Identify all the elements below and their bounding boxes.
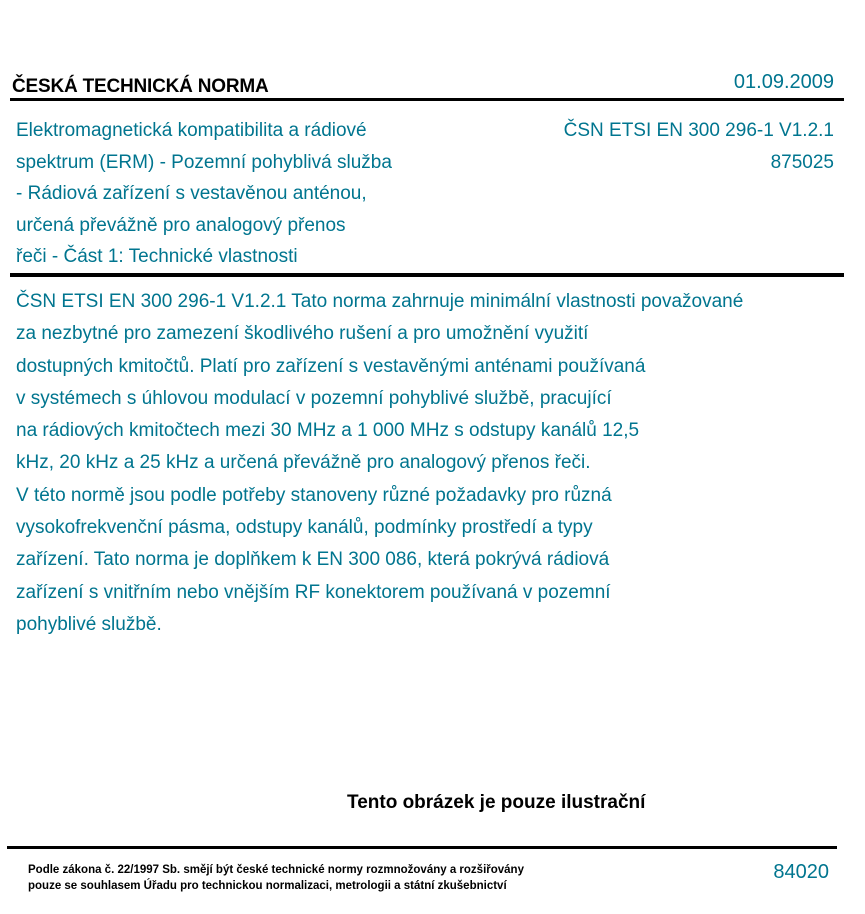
publication-date: 01.09.2009 bbox=[733, 71, 834, 93]
document-code: 84020 bbox=[773, 861, 829, 883]
abstract-line: pohyblivé službě. bbox=[16, 613, 162, 635]
subject-line: řeči - Část 1: Technické vlastnosti bbox=[16, 246, 298, 267]
abstract-line: zařízení s vnitřním nebo vnějším RF konektorem používaná v pozemní bbox=[16, 581, 611, 603]
copyright-line: pouze se souhlasem Úřadu pro technickou normalizaci, metrologii a státní zkušebnictví bbox=[28, 880, 507, 892]
abstract-line: V této normě jsou podle potřeby stanoveny různé požadavky pro různá bbox=[16, 484, 612, 506]
abstract-line: za nezbytné pro zamezení škodlivého rušení a pro umožnění využití bbox=[16, 323, 589, 345]
footer-divider bbox=[7, 846, 837, 849]
subject-line: - Rádiová zařízení s vestavěnou anténou, bbox=[16, 183, 367, 204]
copyright-notice bbox=[28, 862, 628, 894]
standard-designation: ČSN ETSI EN 300 296-1 V1.2.1 bbox=[563, 120, 834, 141]
subject-line: spektrum (ERM) - Pozemní pohyblivá služba bbox=[16, 151, 392, 173]
standard-identification bbox=[564, 115, 834, 178]
standard-subject bbox=[16, 115, 456, 273]
subject-divider bbox=[10, 273, 844, 277]
abstract-line: dostupných kmitočtů. Platí pro zařízení s vestavěnými anténami používaná bbox=[16, 355, 646, 377]
abstract-line: v systémech s úhlovou modulací v pozemní pohyblivé službě, pracující bbox=[16, 387, 612, 409]
header-divider bbox=[10, 98, 844, 101]
illustration-note: Tento obrázek je pouze ilustrační bbox=[347, 792, 646, 813]
subject-line: určená převážně pro analogový přenos bbox=[16, 214, 346, 236]
subject-line: Elektromagnetická kompatibilita a rádiové bbox=[16, 120, 367, 141]
abstract-line: na rádiových kmitočtech mezi 30 MHz a 1 000 MHz s odstupy kanálů 12,5 bbox=[16, 420, 640, 442]
standard-class-number: 875025 bbox=[770, 151, 834, 173]
abstract-line: zařízení. Tato norma je doplňkem k EN 300 086, která pokrývá rádiová bbox=[16, 549, 610, 571]
document-type-title: ČESKÁ TECHNICKÁ NORMA bbox=[12, 76, 269, 97]
abstract-line: kHz, 20 kHz a 25 kHz a určená převážně pro analogový přenos řeči. bbox=[16, 452, 591, 474]
abstract-line: vysokofrekvenční pásma, odstupy kanálů, podmínky prostředí a typy bbox=[16, 517, 593, 539]
abstract-line: ČSN ETSI EN 300 296-1 V1.2.1 Tato norma zahrnuje minimální vlastnosti považované bbox=[16, 291, 744, 312]
copyright-line: Podle zákona č. 22/1997 Sb. smějí být české technické normy rozmnožovány a rozšiřovány bbox=[28, 864, 524, 876]
standard-abstract bbox=[16, 286, 842, 641]
